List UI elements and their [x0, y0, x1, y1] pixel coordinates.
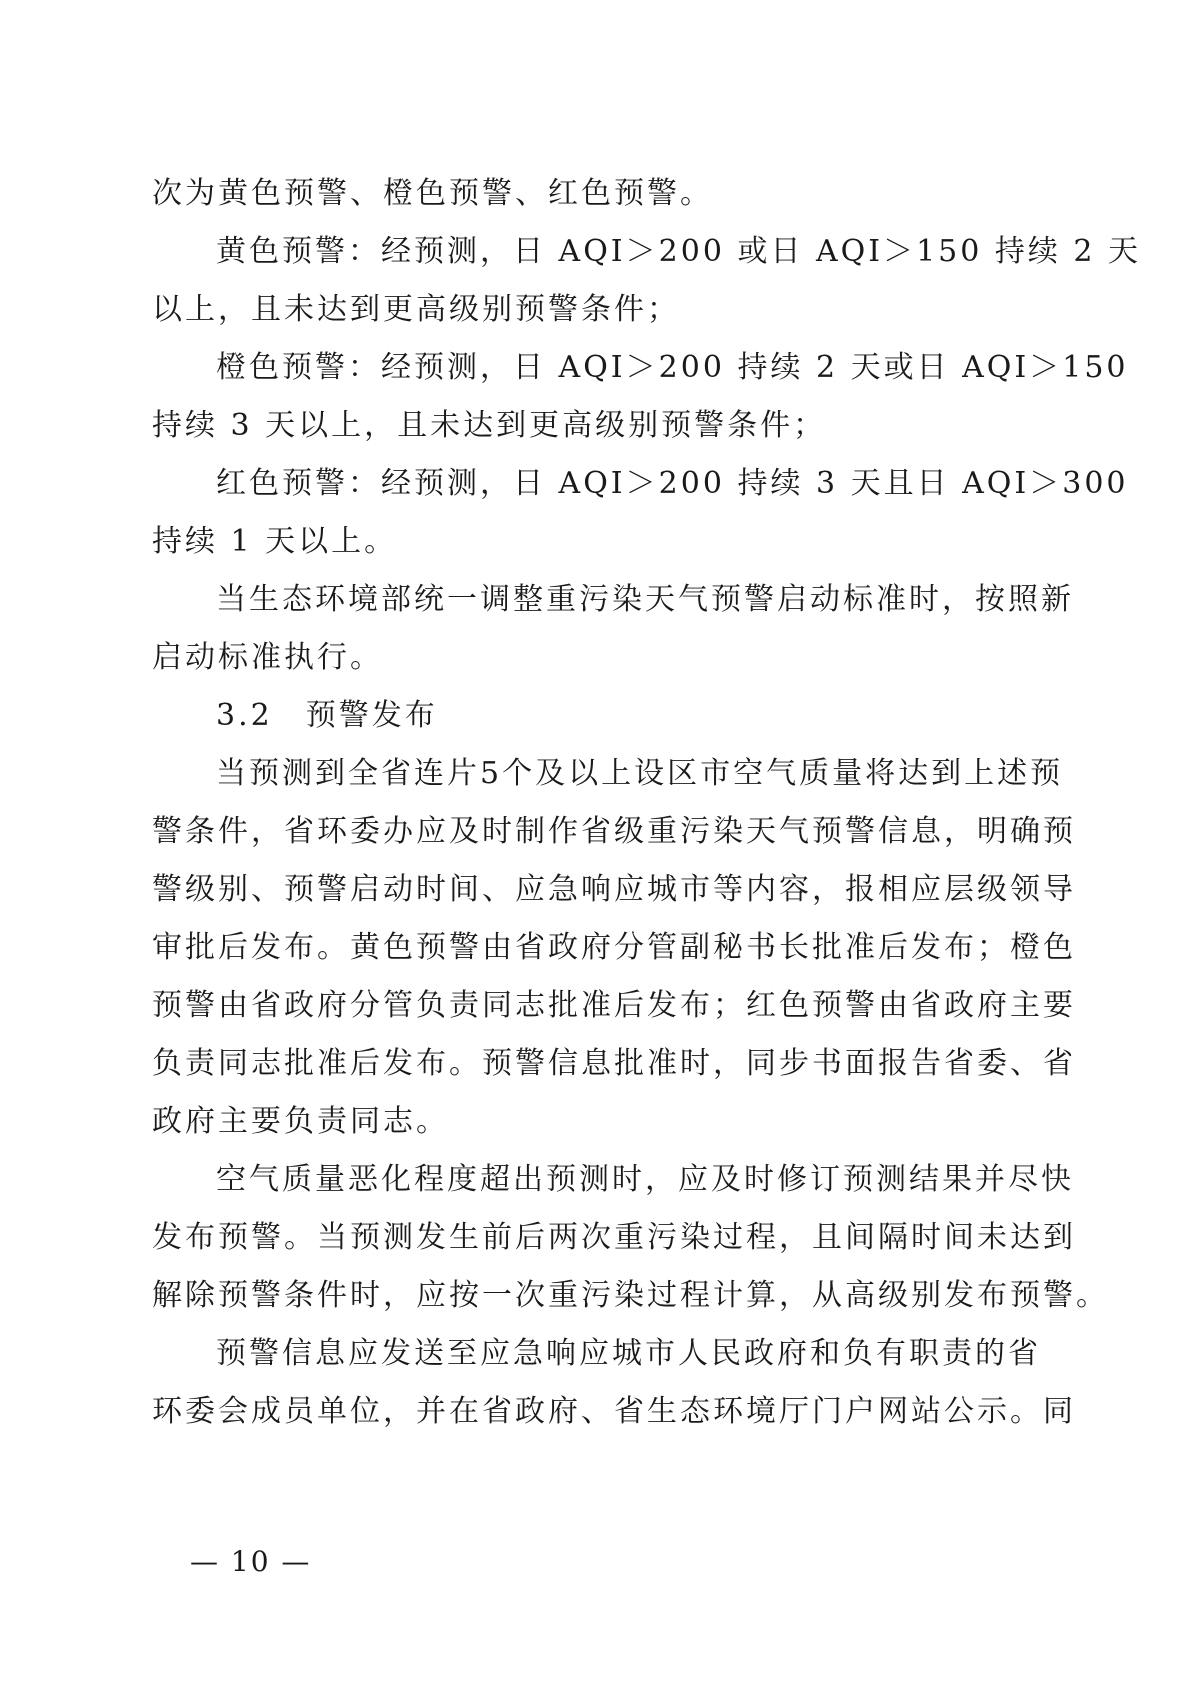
text-line: 持续 3 天以上，且未达到更高级别预警条件；	[152, 408, 827, 443]
text-line: 警级别、预警启动时间、应急响应城市等内容，报相应层级领导	[152, 872, 1076, 907]
text-line: 政府主要负责同志。	[152, 1104, 449, 1139]
text-line: 警条件，省环委办应及时制作省级重污染天气预警信息，明确预	[152, 814, 1076, 849]
text-line: 以上，且未达到更高级别预警条件；	[152, 292, 680, 327]
text-line: 审批后发布。黄色预警由省政府分管副秘书长批准后发布；橙色	[152, 930, 1076, 965]
text-line: 持续 1 天以上。	[152, 524, 398, 559]
paragraph-orange-warning: 橙色预警：经预测，日 AQI＞200 持续 2 天或日 AQI＞150	[216, 350, 1129, 385]
paragraph-forecast-revision: 空气质量恶化程度超出预测时，应及时修订预测结果并尽快	[216, 1162, 1074, 1197]
paragraph-yellow-warning: 黄色预警：经预测，日 AQI＞200 或日 AQI＞150 持续 2 天	[216, 234, 1142, 269]
paragraph-standard-adjustment: 当生态环境部统一调整重污染天气预警启动标准时，按照新	[216, 582, 1074, 617]
text-line: 解除预警条件时，应按一次重污染过程计算，从高级别发布预警。	[152, 1278, 1109, 1313]
text-line: 预警由省政府分管负责同志批准后发布；红色预警由省政府主要	[152, 988, 1076, 1023]
text-line: 环委会成员单位，并在省政府、省生态环境厅门户网站公示。同	[152, 1394, 1076, 1429]
text-line: 负责同志批准后发布。预警信息批准时，同步书面报告省委、省	[152, 1046, 1076, 1081]
paragraph-warning-release: 当预测到全省连片5个及以上设区市空气质量将达到上述预	[216, 756, 1064, 791]
section-heading: 3.2 预警发布	[216, 698, 438, 733]
paragraph-warning-distribution: 预警信息应发送至应急响应城市人民政府和负有职责的省	[216, 1336, 1041, 1371]
paragraph-red-warning: 红色预警：经预测，日 AQI＞200 持续 3 天且日 AQI＞300	[216, 466, 1129, 501]
text-line: 次为黄色预警、橙色预警、红色预警。	[152, 176, 713, 211]
text-line: 发布预警。当预测发生前后两次重污染过程，且间隔时间未达到	[152, 1220, 1076, 1255]
page-number: — 10 —	[190, 1545, 312, 1578]
text-line: 启动标准执行。	[152, 640, 383, 675]
